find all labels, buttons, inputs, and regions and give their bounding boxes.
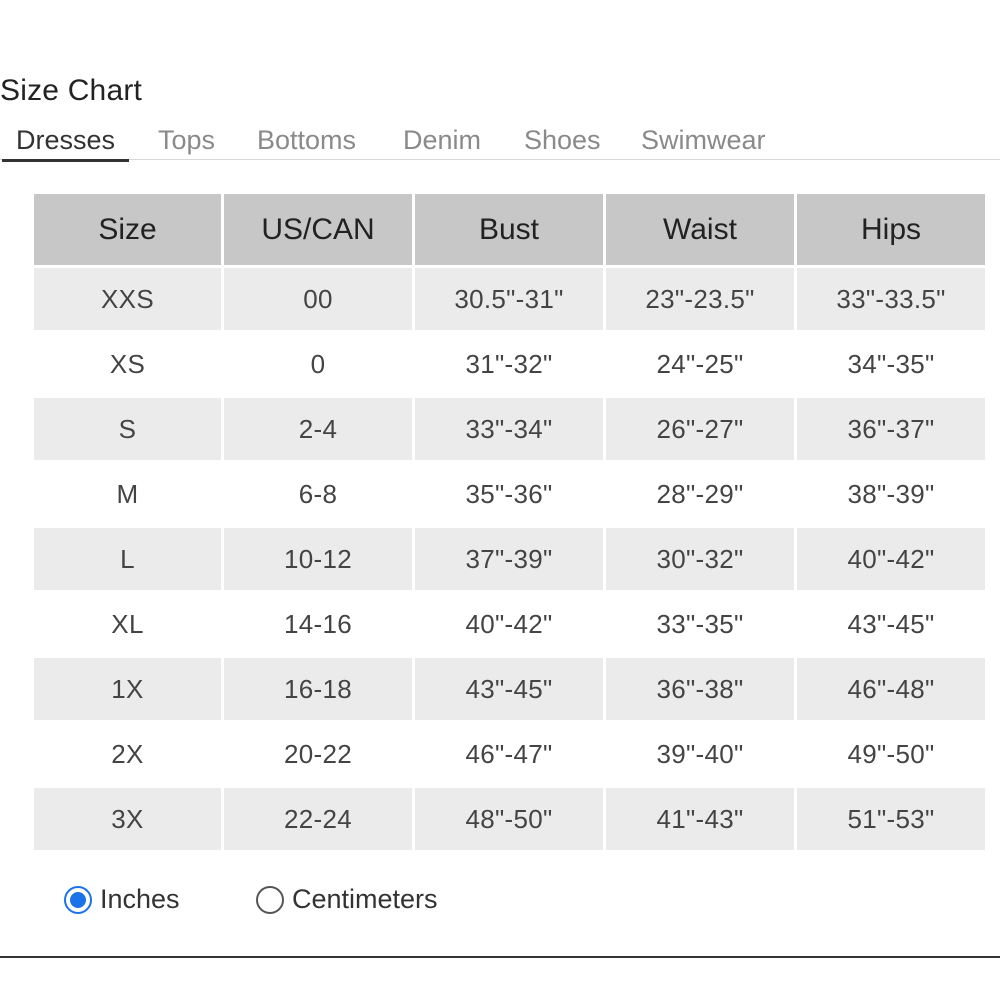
table-row [34,788,985,850]
centimeters-radio[interactable] [256,886,284,914]
cell-size: M [34,463,221,525]
cell-us-can: 10-12 [224,528,412,590]
cell-hips: 43"-45" [797,593,985,655]
table-row [34,463,985,525]
cell-hips: 46"-48" [797,658,985,720]
table-row [34,593,985,655]
cell-bust: 46"-47" [415,723,603,785]
cell-hips: 36"-37" [797,398,985,460]
inches-radio[interactable] [64,886,92,914]
size-table-container [34,194,981,850]
tab-shoes[interactable]: Shoes [524,120,601,160]
cell-waist: 41"-43" [606,788,794,850]
cell-hips: 34"-35" [797,333,985,395]
cell-us-can: 20-22 [224,723,412,785]
cell-size: XXS [34,268,221,330]
size-table [31,191,988,853]
header-size: Size [34,194,221,265]
cell-us-can: 0 [224,333,412,395]
cell-waist: 33"-35" [606,593,794,655]
cell-size: 1X [34,658,221,720]
cell-bust: 35"-36" [415,463,603,525]
cell-size: 3X [34,788,221,850]
category-tabs [0,118,1000,160]
cell-us-can: 2-4 [224,398,412,460]
table-row [34,333,985,395]
cell-bust: 30.5"-31" [415,268,603,330]
cell-waist: 24"-25" [606,333,794,395]
cell-us-can: 16-18 [224,658,412,720]
tab-swimwear[interactable]: Swimwear [641,120,766,160]
cell-hips: 51"-53" [797,788,985,850]
inches-label: Inches [100,884,180,914]
centimeters-option[interactable] [256,884,438,915]
cell-hips: 38"-39" [797,463,985,525]
cell-size: S [34,398,221,460]
cell-size: L [34,528,221,590]
table-row [34,398,985,460]
table-header-row [34,194,985,265]
cell-waist: 39"-40" [606,723,794,785]
tab-dresses[interactable]: Dresses [16,120,115,160]
table-row [34,723,985,785]
table-row [34,528,985,590]
tab-tops[interactable]: Tops [158,120,215,160]
cell-hips: 40"-42" [797,528,985,590]
cell-size: 2X [34,723,221,785]
cell-size: XL [34,593,221,655]
cell-us-can: 22-24 [224,788,412,850]
cell-bust: 33"-34" [415,398,603,460]
cell-bust: 31"-32" [415,333,603,395]
cell-bust: 40"-42" [415,593,603,655]
tab-bottoms[interactable]: Bottoms [257,120,356,160]
cell-waist: 26"-27" [606,398,794,460]
header-us-can: US/CAN [224,194,412,265]
cell-size: XS [34,333,221,395]
page-title: Size Chart [0,74,143,107]
table-row [34,268,985,330]
bottom-divider [0,956,1000,958]
cell-hips: 49"-50" [797,723,985,785]
cell-us-can: 00 [224,268,412,330]
inches-option[interactable] [64,884,180,915]
cell-waist: 28"-29" [606,463,794,525]
cell-waist: 30"-32" [606,528,794,590]
cell-waist: 23"-23.5" [606,268,794,330]
centimeters-label: Centimeters [292,884,438,914]
cell-us-can: 6-8 [224,463,412,525]
cell-bust: 37"-39" [415,528,603,590]
table-row [34,658,985,720]
header-waist: Waist [606,194,794,265]
cell-bust: 43"-45" [415,658,603,720]
tab-denim[interactable]: Denim [403,120,481,160]
cell-bust: 48"-50" [415,788,603,850]
cell-hips: 33"-33.5" [797,268,985,330]
cell-us-can: 14-16 [224,593,412,655]
header-bust: Bust [415,194,603,265]
header-hips: Hips [797,194,985,265]
cell-waist: 36"-38" [606,658,794,720]
